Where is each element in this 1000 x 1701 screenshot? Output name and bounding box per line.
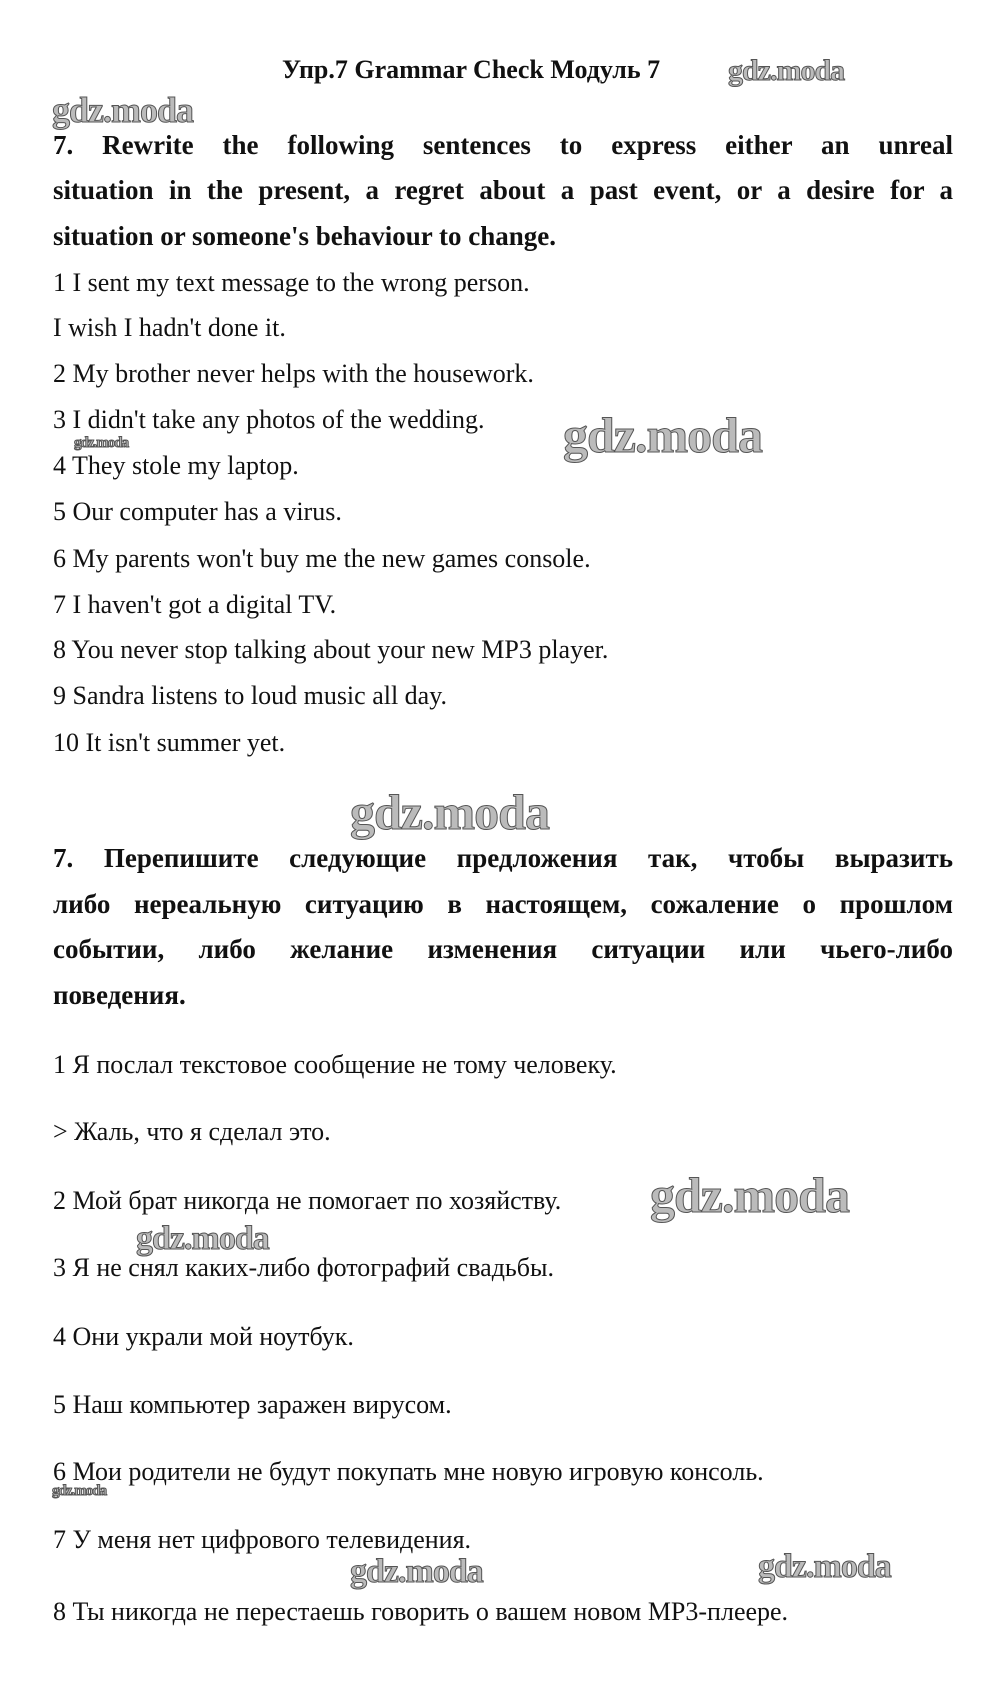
list-item: 3 Я не снял каких-либо фотографий свадьбы. (53, 1253, 554, 1282)
watermark: gdz.moda (650, 1167, 849, 1223)
list-item: 9 Sandra listens to loud music all day. (53, 681, 448, 710)
watermark: gdz.moda (350, 1553, 483, 1590)
watermark: gdz.moda (52, 1483, 107, 1499)
list-item: 8 Ты никогда не перестаешь говорить о вашем новом MP3-плеере. (53, 1597, 789, 1626)
list-item: 7 I haven't got a digital TV. (53, 590, 337, 619)
list-item: 2 My brother never helps with the housework. (53, 359, 534, 388)
list-item: 2 Мой брат никогда не помогает по хозяйству. (53, 1186, 562, 1215)
watermark: gdz.moda (136, 1220, 269, 1257)
exercise-heading: situation or someone's behaviour to change. (53, 221, 557, 251)
page-title: Упр.7 Grammar Check Модуль 7 (282, 55, 661, 84)
list-item: 5 Our computer has a virus. (53, 497, 342, 526)
list-item: 1 I sent my text message to the wrong person. (53, 268, 530, 297)
list-item: 1 Я послал текстовое сообщение не тому человеку. (53, 1050, 617, 1079)
watermark: gdz.moda (74, 435, 129, 451)
list-item: 4 Они украли мой ноутбук. (53, 1322, 354, 1351)
list-item: 4 They stole my laptop. (53, 451, 299, 480)
exercise-heading: поведения. (53, 980, 186, 1010)
watermark: gdz.moda (350, 784, 549, 840)
watermark: gdz.moda (728, 54, 845, 87)
list-item: 6 My parents won't buy me the new games console. (53, 544, 591, 573)
exercise-heading: situation in the present, a regret about a past event, or a desire for a (53, 175, 953, 205)
list-item: I wish I hadn't done it. (53, 313, 286, 342)
exercise-heading: 7. Перепишите следующие предложения так, чтобы выразить (53, 843, 953, 873)
list-item: 5 Наш компьютер заражен вирусом. (53, 1390, 452, 1419)
watermark: gdz.moda (563, 407, 762, 463)
watermark: gdz.moda (758, 1548, 891, 1585)
list-item: > Жаль, что я сделал это. (53, 1117, 331, 1146)
list-item: 10 It isn't summer yet. (53, 728, 286, 757)
list-item: 3 I didn't take any photos of the wedding. (53, 405, 485, 434)
list-item: 6 Мои родители не будут покупать мне новую игровую консоль. (53, 1457, 764, 1486)
exercise-heading: событии, либо желание изменения ситуации или чьего-либо (53, 934, 953, 964)
exercise-heading: 7. Rewrite the following sentences to express either an unreal (53, 130, 953, 160)
exercise-heading: либо нереальную ситуацию в настоящем, сожаление о прошлом (53, 889, 953, 919)
watermark: gdz.moda (52, 90, 194, 130)
list-item: 8 You never stop talking about your new MP3 player. (53, 635, 609, 664)
list-item: 7 У меня нет цифрового телевидения. (53, 1525, 472, 1554)
